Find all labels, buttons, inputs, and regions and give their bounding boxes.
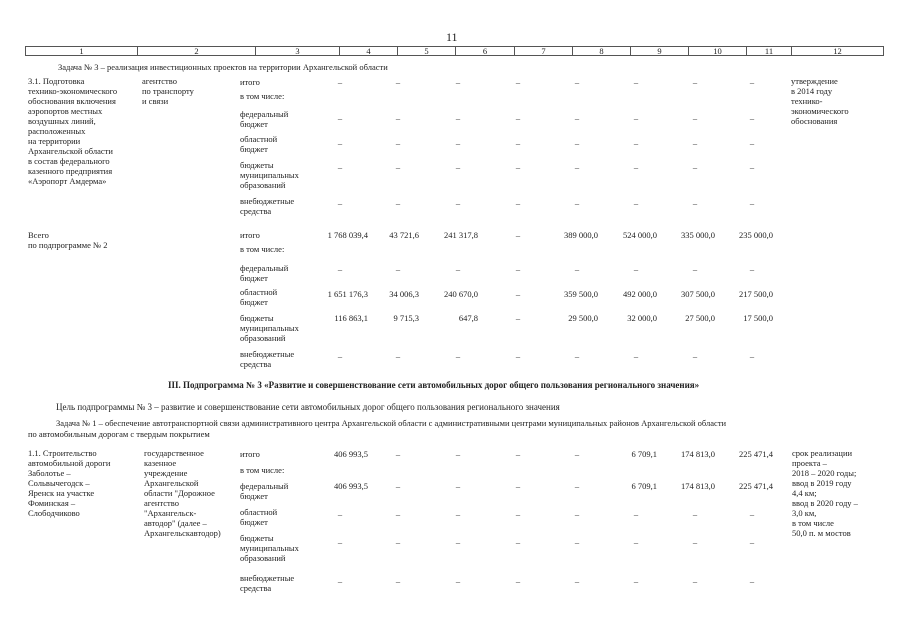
item31-dash-r4-c4: – [574, 198, 580, 208]
item11-dash-r0-c4: – [574, 509, 580, 519]
sub2-regional-c1: 34 006,3 [389, 289, 419, 299]
item11-federal-c7: 225 471,4 [739, 481, 773, 491]
subprogram3-heading: III. Подпрограмма № 3 «Развитие и совершенствование сети автомобильных дорог общего пользования регионального значения» [168, 380, 700, 390]
sub2-source-total: итого [240, 230, 260, 240]
sub2-federal-dash-c5: – [633, 264, 639, 274]
item31-dash-r1-c0: – [337, 113, 343, 123]
item11-dash-r0-c2: – [455, 509, 461, 519]
header-col-9: 9 [631, 47, 689, 56]
header-col-7: 7 [515, 47, 573, 56]
item11-dash-r2-c2: – [455, 576, 461, 586]
header-col-11: 11 [747, 47, 792, 56]
sub2-regional-c0: 1 651 176,3 [327, 289, 368, 299]
item31-dash-r0-c5: – [633, 77, 639, 87]
sub2-federal-dash-c2: – [455, 264, 461, 274]
item31-dash-r2-c4: – [574, 138, 580, 148]
item31-dash-r2-c1: – [395, 138, 401, 148]
item11-dash-r1-c1: – [395, 537, 401, 547]
item31-source-regional: областной бюджет [240, 134, 278, 154]
sub2-total-c4: 389 000,0 [564, 230, 598, 240]
item11-source-total: итого [240, 449, 260, 459]
header-col-2: 2 [138, 47, 256, 56]
item11-dash-r1-c7: – [749, 537, 755, 547]
item31-dash-r4-c7: – [749, 198, 755, 208]
item31-dash-r2-c5: – [633, 138, 639, 148]
sub2-total-c1: 43 721,6 [389, 230, 419, 240]
item31-dash-r4-c3: – [515, 198, 521, 208]
item31-dash-r1-c3: – [515, 113, 521, 123]
item11-federal-c5: 6 709,1 [631, 481, 657, 491]
item31-dash-r1-c4: – [574, 113, 580, 123]
item31-dash-r3-c3: – [515, 162, 521, 172]
item31-dash-r3-c1: – [395, 162, 401, 172]
item11-dash-r0-c0: – [337, 509, 343, 519]
sub2-total-c5: 524 000,0 [623, 230, 657, 240]
item31-source-extra: внебюджетные средства [240, 196, 295, 216]
item31-dash-r4-c0: – [337, 198, 343, 208]
item31-dash-r0-c4: – [574, 77, 580, 87]
item31-name: 3.1. Подготовка технико-экономического обоснования включения аэропортов местных воздушных линий, расположенных на территории Архангельской области в состав федерального казенного предприятия «Аэропорт Амдерма» [28, 76, 118, 186]
sub2-federal-dash-c7: – [749, 264, 755, 274]
item31-dash-r4-c5: – [633, 198, 639, 208]
item31-dash-r3-c4: – [574, 162, 580, 172]
item31-executor: агентство по транспорту и связи [142, 76, 194, 106]
sub2-municipal-c2: 647,8 [458, 313, 478, 323]
header-col-3: 3 [256, 47, 340, 56]
item11-source-including: в том числе: [240, 465, 285, 475]
sub2-regional-c2: 240 670,0 [444, 289, 478, 299]
subprogram3-task1-line1: Задача № 1 – обеспечение автотранспортной связи административного центра Архангельской области с административными центрами муниципальных районов Архангельской области [56, 418, 727, 428]
sub2-federal-dash-c6: – [692, 264, 698, 274]
item31-dash-r1-c1: – [395, 113, 401, 123]
sub2-source-regional: областной бюджет [240, 287, 278, 307]
sub2-regional-c7: 217 500,0 [739, 289, 773, 299]
item11-total-c4: – [574, 449, 580, 459]
item11-source-municipal: бюджеты муниципальных образований [240, 533, 299, 563]
header-col-4: 4 [340, 47, 398, 56]
sub2-extra-dash-c5: – [633, 351, 639, 361]
item31-dash-r1-c6: – [692, 113, 698, 123]
item11-total-c3: – [515, 449, 521, 459]
item31-source-total: итого [240, 77, 260, 87]
header-col-10: 10 [689, 47, 747, 56]
item11-federal-c1: – [395, 481, 401, 491]
subprogram3-goal: Цель подпрограммы № 3 – развитие и совершенствование сети автомобильных дорог общего пользования регионального значения [56, 402, 560, 412]
sub2-municipal-c7: 17 500,0 [743, 313, 773, 323]
item31-dash-r2-c2: – [455, 138, 461, 148]
item11-dash-r0-c5: – [633, 509, 639, 519]
sub2-extra-dash-c2: – [455, 351, 461, 361]
total-sub2-label: Всего по подпрограмме № 2 [28, 230, 108, 250]
item11-total-c5: 6 709,1 [631, 449, 657, 459]
item11-source-regional: областной бюджет [240, 507, 278, 527]
header-col-1: 1 [26, 47, 138, 56]
item31-dash-r3-c6: – [692, 162, 698, 172]
sub2-extra-dash-c6: – [692, 351, 698, 361]
item31-dash-r1-c7: – [749, 113, 755, 123]
item11-dash-r2-c5: – [633, 576, 639, 586]
item11-total-c0: 406 993,5 [334, 449, 368, 459]
item11-federal-c0: 406 993,5 [334, 481, 368, 491]
sub2-source-federal: федеральный бюджет [240, 263, 289, 283]
sub2-municipal-c1: 9 715,3 [393, 313, 419, 323]
sub2-extra-dash-c3: – [515, 351, 521, 361]
item11-dash-r0-c7: – [749, 509, 755, 519]
item31-dash-r0-c0: – [337, 77, 343, 87]
item31-dash-r2-c3: – [515, 138, 521, 148]
item11-dash-r1-c2: – [455, 537, 461, 547]
page-number: 11 [446, 30, 458, 44]
item11-dash-r1-c0: – [337, 537, 343, 547]
item31-source-federal: федеральный бюджет [240, 109, 289, 129]
sub2-federal-dash-c4: – [574, 264, 580, 274]
item31-dash-r1-c5: – [633, 113, 639, 123]
item31-note: утверждение в 2014 году технико- экономического обоснования [791, 76, 849, 126]
header-col-6: 6 [456, 47, 515, 56]
sub2-source-municipal: бюджеты муниципальных образований [240, 313, 299, 343]
item31-dash-r0-c2: – [455, 77, 461, 87]
item11-dash-r2-c0: – [337, 576, 343, 586]
sub2-regional-c6: 307 500,0 [681, 289, 715, 299]
item31-source-including: в том числе: [240, 91, 285, 101]
sub2-municipal-c3: – [515, 313, 521, 323]
subprogram3-task1-line2: по автомобильным дорогам с твердым покрытием [28, 429, 210, 439]
column-number-header [25, 46, 884, 56]
item11-dash-r2-c3: – [515, 576, 521, 586]
sub2-source-extra: внебюджетные средства [240, 349, 295, 369]
item11-dash-r2-c4: – [574, 576, 580, 586]
sub2-regional-c4: 359 500,0 [564, 289, 598, 299]
item11-dash-r1-c3: – [515, 537, 521, 547]
sub2-extra-dash-c0: – [337, 351, 343, 361]
item31-dash-r3-c2: – [455, 162, 461, 172]
item11-dash-r1-c5: – [633, 537, 639, 547]
sub2-total-c0: 1 768 039,4 [327, 230, 368, 240]
sub2-extra-dash-c4: – [574, 351, 580, 361]
item31-dash-r0-c3: – [515, 77, 521, 87]
item31-dash-r0-c1: – [395, 77, 401, 87]
item11-federal-c3: – [515, 481, 521, 491]
sub2-municipal-c4: 29 500,0 [568, 313, 598, 323]
sub2-municipal-c0: 116 863,1 [334, 313, 368, 323]
sub2-extra-dash-c1: – [395, 351, 401, 361]
sub2-regional-c5: 492 000,0 [623, 289, 657, 299]
sub2-municipal-c6: 27 500,0 [685, 313, 715, 323]
item11-executor: государственное казенное учреждение Архангельской области "Дорожное агентство "Архангельск- автодор" (далее – Архангельскавтодор) [144, 448, 221, 538]
item11-dash-r1-c6: – [692, 537, 698, 547]
sub2-total-c6: 335 000,0 [681, 230, 715, 240]
item31-dash-r2-c7: – [749, 138, 755, 148]
item11-dash-r2-c1: – [395, 576, 401, 586]
header-col-8: 8 [573, 47, 631, 56]
sub2-source-including: в том числе: [240, 244, 285, 254]
task3-title: Задача № 3 – реализация инвестиционных проектов на территории Архангельской области [58, 62, 388, 72]
item11-dash-r1-c4: – [574, 537, 580, 547]
item31-dash-r3-c7: – [749, 162, 755, 172]
item31-dash-r3-c5: – [633, 162, 639, 172]
item11-total-c2: – [455, 449, 461, 459]
item11-total-c1: – [395, 449, 401, 459]
item11-source-extra: внебюджетные средства [240, 573, 295, 593]
sub2-federal-dash-c1: – [395, 264, 401, 274]
item31-source-municipal: бюджеты муниципальных образований [240, 160, 299, 190]
header-col-12: 12 [792, 47, 884, 56]
item11-note: срок реализации проекта – 2018 – 2020 годы; ввод в 2019 году 4,4 км; ввод в 2020 году – 3,0 км, в том числе 50,0 п. м мостов [792, 448, 858, 538]
sub2-federal-dash-c3: – [515, 264, 521, 274]
item31-dash-r3-c0: – [337, 162, 343, 172]
sub2-total-c2: 241 317,8 [444, 230, 478, 240]
item31-dash-r4-c2: – [455, 198, 461, 208]
item11-total-c7: 225 471,4 [739, 449, 773, 459]
item31-dash-r0-c7: – [749, 77, 755, 87]
item11-dash-r0-c3: – [515, 509, 521, 519]
item11-name: 1.1. Строительство автомобильной дороги Заболотье – Сольвычегодск – Яренск на участке Фоминская – Слободчиково [28, 448, 111, 518]
item11-federal-c4: – [574, 481, 580, 491]
item11-total-c6: 174 813,0 [681, 449, 715, 459]
sub2-regional-c3: – [515, 289, 521, 299]
item31-dash-r2-c6: – [692, 138, 698, 148]
sub2-municipal-c5: 32 000,0 [627, 313, 657, 323]
sub2-total-c7: 235 000,0 [739, 230, 773, 240]
item11-dash-r2-c7: – [749, 576, 755, 586]
sub2-total-c3: – [515, 230, 521, 240]
item11-source-federal: федеральный бюджет [240, 481, 289, 501]
sub2-federal-dash-c0: – [337, 264, 343, 274]
header-col-5: 5 [398, 47, 456, 56]
item31-dash-r1-c2: – [455, 113, 461, 123]
item31-dash-r2-c0: – [337, 138, 343, 148]
item11-dash-r0-c1: – [395, 509, 401, 519]
item11-federal-c2: – [455, 481, 461, 491]
sub2-extra-dash-c7: – [749, 351, 755, 361]
item11-dash-r2-c6: – [692, 576, 698, 586]
item11-federal-c6: 174 813,0 [681, 481, 715, 491]
item11-dash-r0-c6: – [692, 509, 698, 519]
item31-dash-r0-c6: – [692, 77, 698, 87]
item31-dash-r4-c1: – [395, 198, 401, 208]
item31-dash-r4-c6: – [692, 198, 698, 208]
